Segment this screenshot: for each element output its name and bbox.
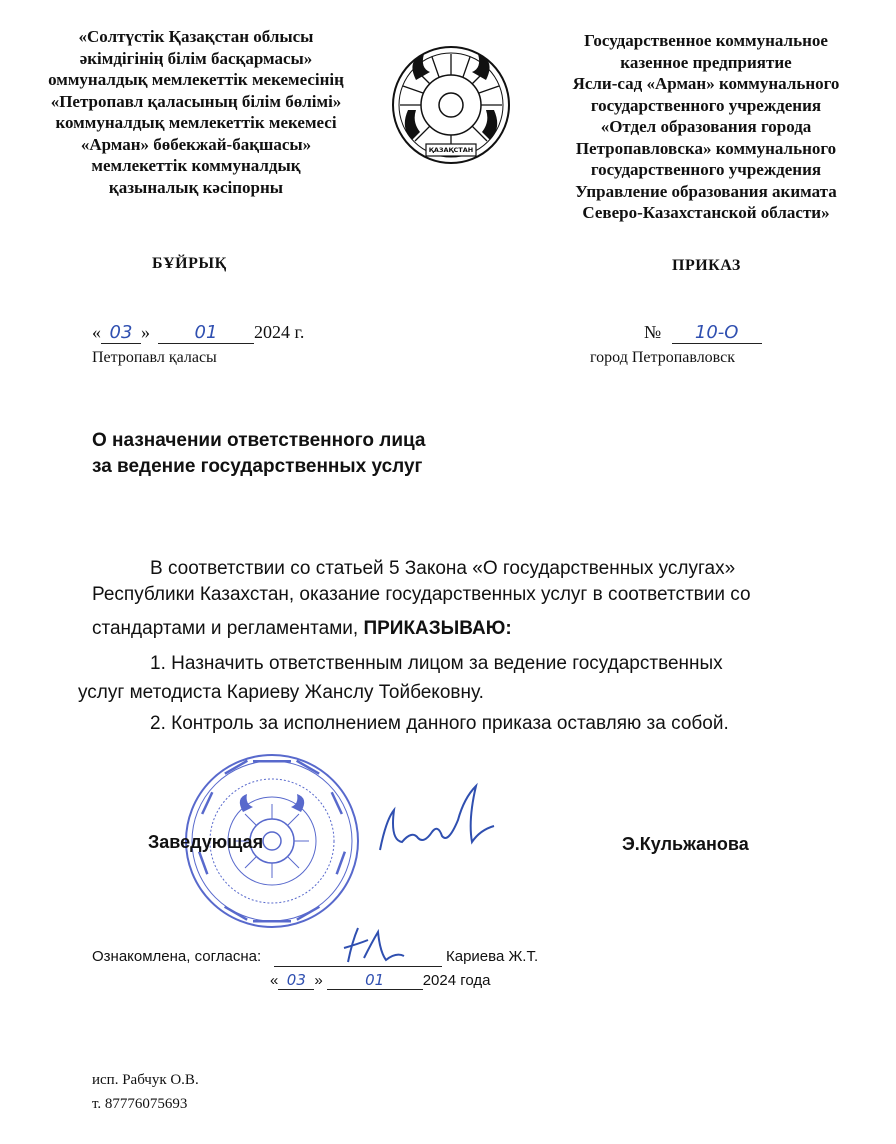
header-right-line: «Отдел образования города [600, 117, 812, 136]
ack-year: 2024 года [422, 972, 491, 989]
header-right-line: государственного учреждения [590, 160, 822, 179]
date-day: 03 [101, 322, 141, 344]
number-value: 10-О [672, 322, 762, 344]
ack-open-quote: « [270, 972, 279, 989]
header-right-line: государственного учреждения [590, 95, 822, 115]
date-year: 2024 г. [254, 322, 305, 342]
order-date [92, 322, 304, 344]
emblem-caption: ҚАЗАҚСТАН [428, 146, 474, 154]
signature-position: Заведующая [148, 832, 264, 852]
executor-phone: т. 87776075693 [92, 1096, 188, 1112]
acknowledge-signature-scribble [338, 922, 408, 968]
subject-line: за ведение государственных услуг [92, 456, 423, 477]
body-para1-line1: В соответствии со статьей 5 Закона «О государственных услугах» [150, 558, 736, 579]
body-para1-line3-text: стандартами и регламентами, [92, 618, 364, 639]
order-number [644, 322, 762, 344]
acknowledge-label: Ознакомлена, согласна: [92, 948, 262, 965]
header-left-line: «Петропавл қаласының білім бөлімі» [50, 91, 342, 111]
ack-day: 03 [278, 971, 314, 990]
city-kz: Петропавл қаласы [92, 349, 217, 366]
header-right-line: Государственное коммунальное [584, 31, 828, 50]
acknowledge-date [270, 971, 490, 990]
subject-line: О назначении ответственного лица [92, 430, 426, 451]
header-right-line: Петропавловска» коммунального [575, 138, 837, 158]
city-ru: город Петропавловск [590, 349, 736, 366]
header-left-line: коммуналдық мемлекеттік мекемесі [55, 113, 337, 132]
body-para1-line3 [92, 616, 512, 641]
header-left-line: «Солтүстік Қазақстан облысы [78, 27, 314, 46]
item1-line1: 1. Назначить ответственным лицом за ведение государственных [150, 653, 723, 674]
header-left-line: «Арман» бөбекжай-бақшасы» [80, 134, 312, 154]
executor: исп. Рабчук О.В. [92, 1072, 199, 1088]
body-para1-line2: Республики Казахстан, оказание государственных услуг в соответствии со [92, 584, 751, 605]
item1-line2: услуг методиста Кариеву Жанслу Тойбековну. [78, 682, 484, 703]
header-right-line: Управление образования акимата [575, 181, 837, 201]
ack-month: 01 [327, 971, 423, 990]
state-emblem [386, 40, 516, 170]
header-right-line: Ясли-сад «Арман» коммунального [572, 74, 840, 93]
title-ru: ПРИКАЗ [672, 257, 741, 274]
order-word: ПРИКАЗЫВАЮ: [363, 618, 512, 639]
header-left-line: әкімдігінің білім басқармасы» [79, 48, 313, 68]
item2: 2. Контроль за исполнением данного приказа оставляю за собой. [150, 713, 729, 734]
header-right-line: казенное предприятие [620, 52, 792, 72]
date-open-quote: « [92, 322, 101, 342]
acknowledge-name: Кариева Ж.Т. [446, 948, 539, 965]
ack-close-quote: » [314, 972, 323, 989]
header-right [536, 30, 876, 224]
header-left-line: қазыналық кәсіпорны [108, 177, 284, 197]
signature-scribble [372, 780, 502, 870]
header-left-line: оммуналдық мемлекеттік мекемесінің [48, 70, 344, 89]
header-left-line: мемлекеттік коммуналдық [91, 156, 301, 175]
number-prefix: № [644, 322, 662, 342]
date-close-quote: » [141, 322, 150, 342]
header-right-line: Северо-Казахстанской области» [582, 203, 830, 222]
order-subject [92, 428, 426, 480]
title-kz: БҰЙРЫҚ [152, 255, 227, 272]
signature-name: Э.Кульжанова [622, 834, 749, 854]
date-month: 01 [158, 322, 254, 344]
header-left [18, 26, 374, 198]
